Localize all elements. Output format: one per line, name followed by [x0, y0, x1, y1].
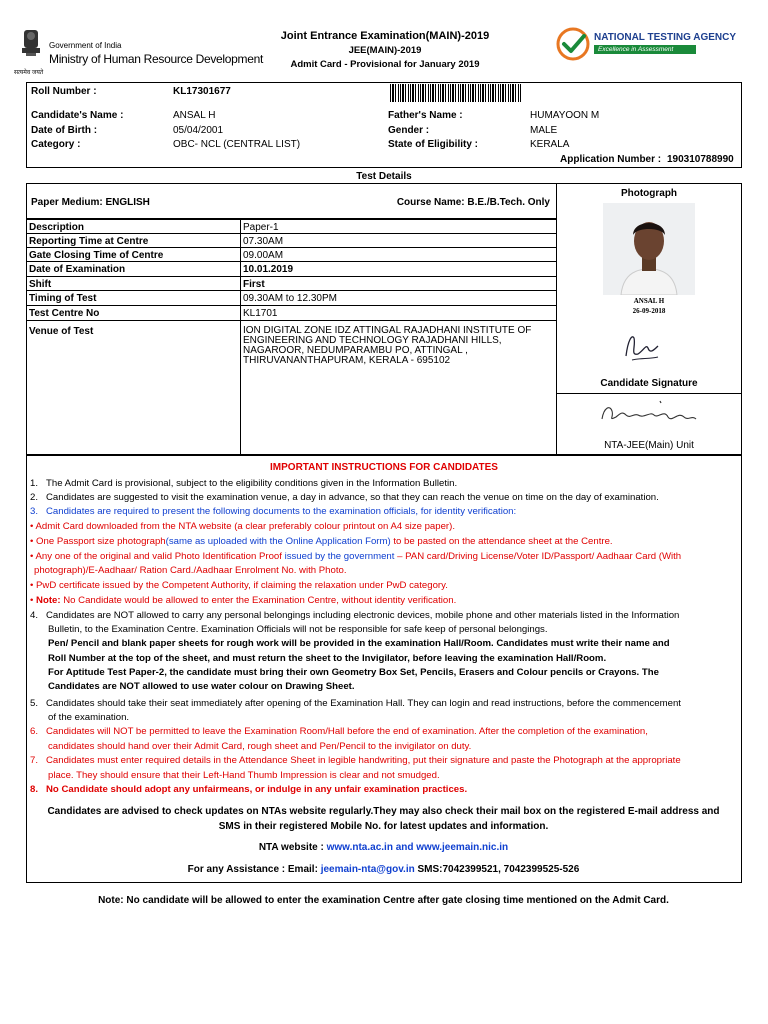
instruction-text: No Candidate should adopt any unfairmeans, or indulge in any unfair examination practices.: [46, 784, 468, 795]
bullet-text: No Candidate would be allowed to enter the Examination Centre, without identity verification.: [60, 595, 457, 606]
advice-line: Candidates are advised to check updates on NTAs website regularly.They may also check their mail box on the registered E-mail address and: [47, 806, 720, 817]
instruction-1: [30, 477, 457, 491]
table-column-rule: [240, 219, 241, 455]
father-name-label: Father's Name :: [388, 110, 463, 121]
ministry-name: Ministry of Human Resource Development: [49, 52, 264, 66]
candidate-signature-image: [618, 326, 664, 368]
instruction-text: Candidates are suggested to visit the examination venue, a day in advance, so that they can reach the venue on time on the day of examination.: [46, 492, 659, 503]
table-row-value: First: [243, 279, 265, 290]
instruction-text: Candidates are NOT allowed to carry any personal belongings including electronic devices, mobile phone and other materials listed in the Information: [46, 610, 680, 621]
photo-caption-date: 26-09-2018: [632, 307, 666, 315]
id-document-bullet: [30, 579, 448, 593]
venue-line: ENGINEERING AND TECHNOLOGY RAJADHANI HILLS,: [243, 335, 502, 346]
state-label: State of Eligibility :: [388, 139, 479, 150]
instruction-7: [30, 754, 681, 768]
dob-label: Date of Birth :: [31, 125, 98, 136]
jeemain-website-link[interactable]: www.jeemain.nic.in: [416, 842, 509, 853]
table-row-label: Gate Closing Time of Centre: [29, 250, 164, 261]
instruction-4-cont: Bulletin, to the Examination Centre. Examination Officials will not be responsible for safe keep of personal belongings.: [48, 624, 548, 635]
instruction-number: 5.: [30, 698, 39, 709]
venue-line: THIRUVANANTHAPURAM, KERALA - 695102: [243, 355, 451, 366]
bullet-text: issued by the government: [284, 551, 395, 562]
table-row-label: Date of Examination: [29, 264, 126, 275]
candidate-signature-label: Candidate Signature: [600, 378, 698, 389]
instruction-text: The Admit Card is provisional, subject to the eligibility conditions given in the Information Bulletin.: [46, 478, 458, 489]
gov-small-text: Government of India: [49, 41, 122, 50]
bullet-text: Note:: [36, 595, 61, 606]
table-row-value: Paper-1: [243, 222, 279, 233]
candidate-name-label: Candidate's Name :: [31, 110, 124, 121]
table-row-value: 10.01.2019: [243, 264, 294, 275]
instruction-6-cont: candidates should hand over their Admit Card, rough sheet and Pen/Pencil to the invigilator on duty.: [48, 741, 472, 752]
bullet-text: One Passport size photograph: [36, 536, 166, 547]
id-document-bullet: [30, 594, 456, 608]
instruction-4-cont: For Aptitude Test Paper-2, the candidate must bring their own Geometry Box Set, Pencils, Erasers and Colour pencils or Crayons. The: [48, 667, 659, 678]
state-value: KERALA: [530, 139, 570, 150]
bullet-text: (same as uploaded with the Online Application Form): [165, 536, 391, 547]
photo-caption-name: ANSAL H: [633, 297, 665, 305]
instruction-8: [30, 783, 467, 797]
id-document-bullet: [30, 520, 455, 534]
category-label: Category :: [31, 139, 81, 150]
course-name: Course Name: B.E./B.Tech. Only: [396, 197, 550, 208]
bullet-text: Admit Card downloaded from the NTA website (a clear preferably colour printout on A4 size paper).: [35, 521, 455, 532]
table-row-label: Test Centre No: [29, 308, 100, 319]
exam-title: Joint Entrance Examination(MAIN)-2019: [280, 30, 490, 42]
id-document-bullet: [30, 550, 681, 564]
application-number-value: 190310788990: [667, 154, 734, 165]
id-document-bullet: [30, 535, 613, 549]
instruction-3: [30, 505, 516, 519]
instruction-4-cont: Pen/ Pencil and blank paper sheets for rough work will be provided in the examination Hall/Room. Candidates must write their name and: [48, 638, 670, 649]
table-rule: [26, 305, 556, 306]
photo-column-divider: [556, 183, 557, 455]
father-name-value: HUMAYOON M: [530, 110, 600, 121]
bullet-mark: •: [30, 551, 34, 562]
instruction-2: [30, 491, 659, 505]
nta-website-link[interactable]: www.nta.ac.in: [326, 842, 393, 853]
bullet-text: – PAN card/Driving License/Voter ID/Passport/ Aadhaar Card (With: [394, 551, 682, 562]
nta-logo: [556, 27, 590, 61]
instruction-text: Candidates are required to present the following documents to the examination officials, for identity verification:: [46, 506, 517, 517]
table-row-label: Reporting Time at Centre: [29, 236, 149, 247]
venue-label: Venue of Test: [29, 326, 94, 337]
roll-number-label: Roll Number :: [31, 86, 97, 97]
handwritten-signature-icon: [618, 326, 664, 368]
authority-signature-image: [598, 397, 702, 429]
paper-medium: Paper Medium: ENGLISH: [31, 197, 150, 208]
instruction-text: Candidates will NOT be permitted to leave the Examination Room/Hall before the end of examination. After the completion of the examination,: [46, 726, 648, 737]
instruction-5: [30, 697, 681, 711]
instruction-6: [30, 725, 648, 739]
table-row-value: 09.30AM to 12.30PM: [243, 293, 337, 304]
test-details-heading: Test Details: [356, 171, 412, 182]
nta-check-logo-icon: [556, 27, 590, 61]
bullet-mark: •: [30, 580, 34, 591]
instruction-4-cont: Roll Number at the top of the sheet, and must return the sheet to the Invigilator, before leaving the examination Hall/Room.: [48, 653, 607, 664]
table-rule: [26, 233, 556, 234]
application-number-label: Application Number :: [560, 154, 662, 165]
instruction-number: 6.: [30, 726, 39, 737]
instruction-number: 2.: [30, 492, 39, 503]
instruction-number: 4.: [30, 610, 39, 621]
bullet-mark: •: [30, 595, 34, 606]
table-row-label: Description: [29, 222, 85, 233]
ashoka-emblem-icon: [18, 28, 44, 64]
instruction-7-cont: place. They should ensure that their Left-Hand Thumb Impression is clear and not smudged.: [48, 770, 440, 781]
instruction-4: [30, 609, 679, 623]
gender-label: Gender :: [388, 125, 430, 136]
candidate-name-value: ANSAL H: [173, 110, 216, 121]
instruction-text: Candidates should take their seat immediately after opening of the Examination Hall. They can login and read instructions, before the commencement: [46, 698, 681, 709]
table-row-value: 07.30AM: [243, 236, 284, 247]
venue-line: ION DIGITAL ZONE IDZ ATTINGAL RAJADHANI INSTITUTE OF: [243, 325, 532, 336]
candidate-photo: [603, 203, 695, 295]
emblem-motto: सत्यमेव जयते: [14, 70, 44, 76]
venue-line: NAGAROOR, NEDUMPARAMBU PO, ATTINGAL ,: [243, 345, 468, 356]
exam-subtitle: JEE(MAIN)-2019: [348, 45, 422, 56]
table-rule: [26, 276, 556, 277]
assistance-line: [26, 863, 741, 877]
instruction-number: 7.: [30, 755, 39, 766]
govt-emblem: [18, 28, 44, 64]
assistance-email-link[interactable]: jeemain-nta@gov.in: [320, 864, 415, 875]
table-row-value: 09.00AM: [243, 250, 284, 261]
website-and: and: [392, 842, 417, 853]
gender-value: MALE: [530, 125, 558, 136]
category-value: OBC- NCL (CENTRAL LIST): [173, 139, 301, 150]
website-label: NTA website :: [258, 842, 327, 853]
photograph-heading: Photograph: [620, 188, 678, 199]
instruction-number: 1.: [30, 478, 39, 489]
admit-card-title: Admit Card - Provisional for January 2019: [290, 59, 480, 70]
dob-value: 05/04/2001: [173, 125, 224, 136]
table-row-label: Shift: [29, 279, 52, 290]
bullet-mark: •: [30, 536, 34, 547]
instruction-text: Candidates must enter required details in the Attendance Sheet in legible handwriting, put their signature and paste the Photograph at the appropriate: [46, 755, 681, 766]
id-document-bullet-cont: photograph)/E-Aadhaar/ Ration Card./Aadhaar Enrolment No. with Photo.: [34, 565, 347, 576]
signature-divider: [557, 393, 742, 394]
nta-tagline: Excellence in Assessment: [598, 46, 674, 53]
table-row-label: Timing of Test: [29, 293, 97, 304]
roll-barcode: [390, 84, 522, 102]
bullet-text: Any one of the original and valid Photo Identification Proof: [35, 551, 285, 562]
assistance-label: For any Assistance : Email:: [187, 864, 321, 875]
instructions-heading: IMPORTANT INSTRUCTIONS FOR CANDIDATES: [270, 462, 498, 473]
roll-number-value: KL17301677: [173, 86, 231, 97]
authority-signature-icon: [598, 397, 702, 429]
instruction-5-cont: of the examination.: [48, 712, 130, 723]
instruction-number: 8.: [30, 784, 39, 795]
nta-website-line: [26, 841, 741, 855]
candidate-portrait-icon: [603, 203, 695, 295]
nta-name: NATIONAL TESTING AGENCY: [594, 32, 737, 43]
bullet-mark: •: [30, 521, 34, 532]
advice-line: SMS in their registered Mobile No. for latest updates and information.: [218, 821, 549, 832]
assistance-sms: SMS:7042399521, 7042399525-526: [414, 864, 580, 875]
bullet-text: PwD certificate issued by the Competent Authority, if claiming the relaxation under PwD category.: [36, 580, 448, 591]
nta-unit-label: NTA-JEE(Main) Unit: [604, 440, 694, 451]
table-rule: [26, 320, 556, 321]
table-rule: [26, 219, 556, 220]
table-rule: [26, 290, 556, 291]
instruction-4-cont: Candidates are NOT allowed to use water colour on Drawing Sheet.: [48, 681, 355, 692]
table-row-value: KL1701: [243, 308, 278, 319]
bullet-text: to be pasted on the attendance sheet at the Centre.: [390, 536, 613, 547]
footer-note: Note: No candidate will be allowed to enter the examination Centre after gate closing time mentioned on the Admit Card.: [98, 895, 669, 906]
instruction-number: 3.: [30, 506, 39, 517]
